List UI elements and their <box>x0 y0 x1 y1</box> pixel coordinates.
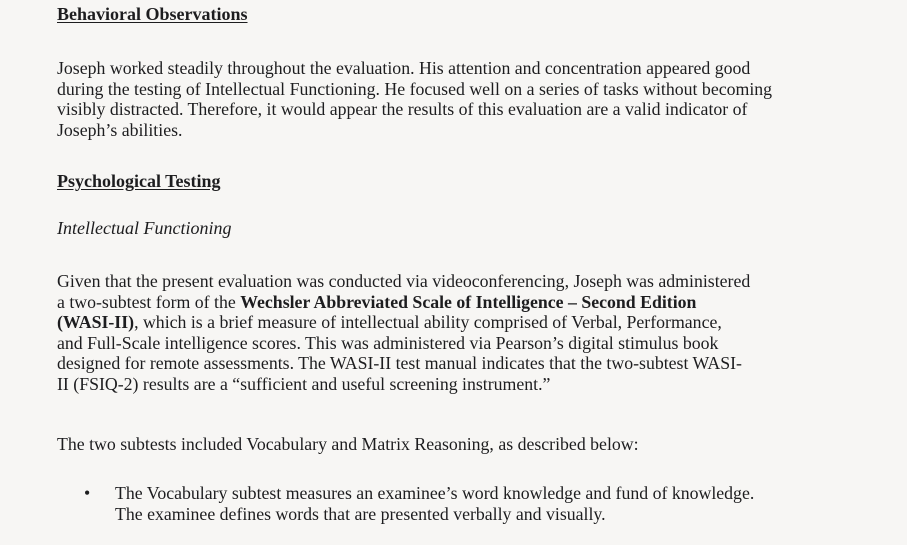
paragraph-line: Given that the present evaluation was conducted via videoconferencing, Joseph was administered <box>57 271 751 291</box>
subtests-intro-paragraph: The two subtests included Vocabulary and Matrix Reasoning, as described below: <box>57 434 639 454</box>
bullet-text <box>115 483 845 524</box>
bullet-line: The Vocabulary subtest measures an examinee’s word knowledge and fund of knowledge. <box>115 483 755 503</box>
paragraph-line <box>57 292 857 313</box>
paragraph-line: visibly distracted. Therefore, it would appear the results of this evaluation are a valid indicator of <box>57 99 748 120</box>
paragraph-line: Joseph’s abilities. <box>57 119 183 140</box>
paragraph-line: II (FSIQ-2) results are a “sufficient and useful screening instrument.” <box>57 373 551 394</box>
test-name-bold: Wechsler Abbreviated Scale of Intelligence – Second Edition <box>240 291 697 312</box>
bullet-line: The examinee defines words that are presented verbally and visually. <box>115 503 606 524</box>
intellectual-functioning-subheading: Intellectual Functioning <box>57 218 232 238</box>
paragraph-text: a two-subtest form of the <box>57 291 241 312</box>
behavioral-observations-paragraph <box>57 58 857 140</box>
test-abbreviation-bold: (WASI-II) <box>57 312 135 333</box>
paragraph-line: Joseph worked steadily throughout the evaluation. His attention and concentration appeared good <box>57 58 751 78</box>
paragraph-line: designed for remote assessments. The WASI-II test manual indicates that the two-subtest WASI- <box>57 353 742 374</box>
bullet-marker: • <box>84 483 91 503</box>
paragraph-line: and Full-Scale intelligence scores. This was administered via Pearson’s digital stimulus book <box>57 332 719 353</box>
paragraph-line: during the testing of Intellectual Functioning. He focused well on a series of tasks without becoming <box>57 78 773 99</box>
wasi-description-paragraph <box>57 271 857 395</box>
paragraph-line <box>57 312 857 333</box>
paragraph-text: , which is a brief measure of intellectual ability comprised of Verbal, Performance, <box>134 312 722 333</box>
psychological-testing-heading: Psychological Testing <box>57 171 221 191</box>
behavioral-observations-heading: Behavioral Observations <box>57 4 248 24</box>
